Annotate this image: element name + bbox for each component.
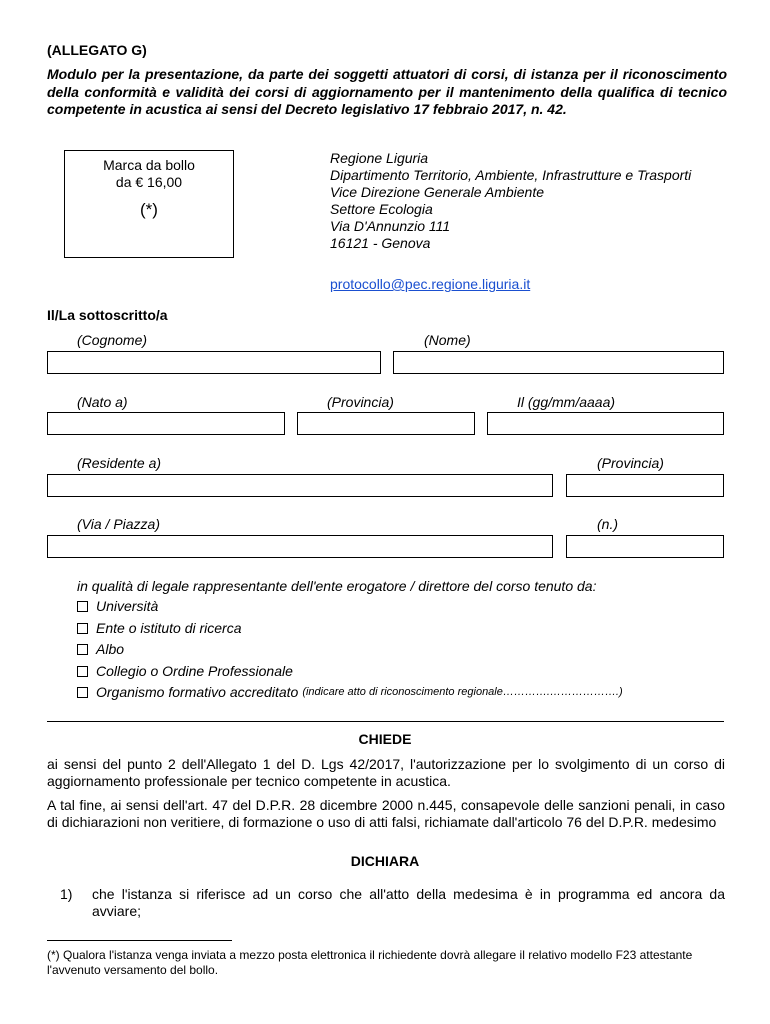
checkbox[interactable] [77,601,88,612]
residence-province-label: (Provincia) [597,455,664,471]
stamp-label: Marca da bollo [103,157,195,173]
birthdate-label: Il (gg/mm/aaaa) [517,394,616,410]
checkbox[interactable] [77,623,88,634]
item-text: che l'istanza si riferisce ad un corso che all'atto della medesima è in programma ed ancora da avviare; [92,886,725,919]
stamp-footnote-mark: (*) [140,200,158,219]
form-intro: Modulo per la presentazione, da parte dei soggetti attuatori di corsi, di istanza per il riconoscimento della conformità e validità dei corsi di aggiornamento per il mantenimento della qualifica di tecnico competente in acustica ai sensi del Decreto legislativo 17 febbraio 2017, n. 42. [47,66,727,117]
address-line: Settore Ecologia [330,201,433,217]
birthplace-input[interactable] [47,412,285,435]
revenue-stamp-box [64,150,234,258]
capacity-statement: in qualità di legale rappresentante dell'ente erogatore / direttore del corso tenuto da: [77,578,597,594]
option-label: Albo [96,641,125,657]
address-line: 16121 - Genova [330,235,431,251]
section-divider [47,721,724,722]
birth-province-input[interactable] [297,412,475,435]
residence-label: (Residente a) [77,455,162,471]
surname-label: (Cognome) [77,332,148,348]
option-ente-ricerca[interactable] [77,620,242,636]
address-line: Regione Liguria [330,150,429,166]
recipient-address [330,150,720,252]
declaration-paragraph: A tal fine, ai sensi dell'art. 47 del D.P.R. 28 dicembre 2000 n.445, consapevole delle sanzioni penali, in caso di dichiarazioni non veritiere, di formazione o uso di atti falsi, richiamate dall'articolo 76 del D.P.R. medesimo [47,797,725,830]
option-label: Collegio o Ordine Professionale [96,663,293,679]
address-line: Dipartimento Territorio, Ambiente, Infrastrutture e Trasporti [330,167,692,183]
item-number: 1) [60,886,73,902]
checkbox[interactable] [77,644,88,655]
residence-input[interactable] [47,474,553,497]
street-number-input[interactable] [566,535,724,558]
street-label: (Via / Piazza) [77,516,160,532]
option-label: Ente o istituto di ricerca [96,620,242,636]
address-line: Via D'Annunzio 111 [330,218,451,234]
footnote-divider [47,940,232,941]
chiede-paragraph: ai sensi del punto 2 dell'Allegato 1 del D. Lgs 42/2017, l'autorizzazione per lo svolgimento di un corso di aggiornamento professionale per tecnico competente in acustica. [47,756,725,789]
street-number-label: (n.) [597,516,618,532]
dichiara-heading: DICHIARA [350,853,420,869]
residence-province-input[interactable] [566,474,724,497]
name-input[interactable] [393,351,724,374]
birth-province-label: (Provincia) [327,394,394,410]
footnote: (*) Qualora l'istanza venga inviata a mezzo posta elettronica il richiedente dovrà allegare il relativo modello F23 attestante l'avvenuto versamento del bollo. [47,948,693,977]
address-line: Vice Direzione Generale Ambiente [330,184,545,200]
birthdate-input[interactable] [487,412,724,435]
surname-input[interactable] [47,351,381,374]
option-collegio-ordine[interactable] [77,663,293,679]
list-item [60,886,725,920]
annex-title: (ALLEGATO G) [47,42,147,58]
option-label: Università [96,598,159,614]
option-note: (indicare atto di riconoscimento regionale………….……………….) [302,686,623,698]
name-label: (Nome) [424,332,471,348]
option-universita[interactable] [77,598,158,614]
checkbox[interactable] [77,687,88,698]
chiede-heading: CHIEDE [358,731,412,747]
option-organismo-formativo[interactable] [77,684,623,700]
pec-email-link[interactable]: protocollo@pec.regione.liguria.it [330,276,531,292]
birthplace-label: (Nato a) [77,394,128,410]
checkbox[interactable] [77,666,88,677]
stamp-amount: da € 16,00 [115,174,183,190]
option-albo[interactable] [77,641,124,657]
option-label: Organismo formativo accreditato [96,684,299,700]
undersigned-heading: Il/La sottoscritto/a [47,307,168,323]
street-input[interactable] [47,535,553,558]
